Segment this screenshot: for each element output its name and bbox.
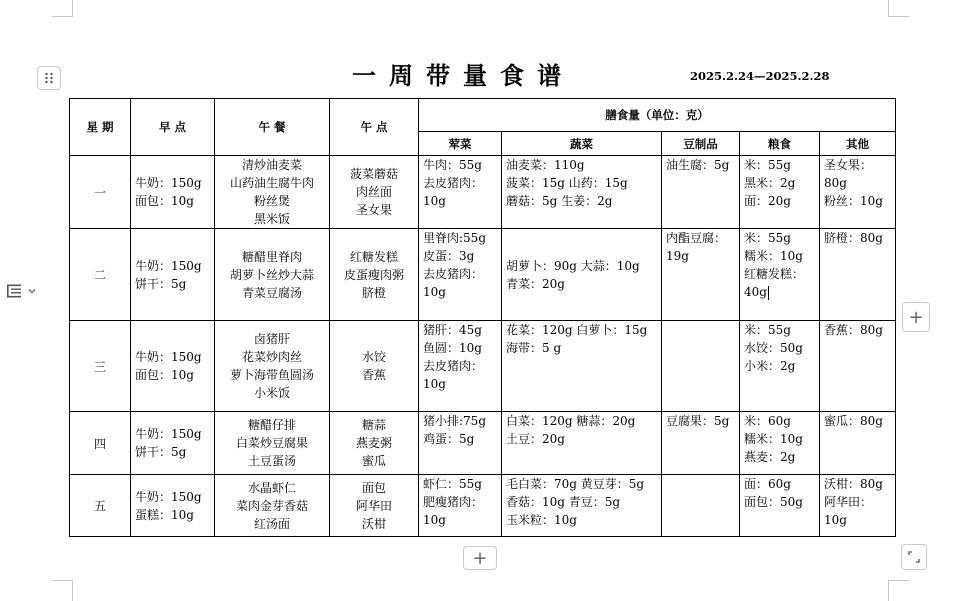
- meat-cell[interactable]: [419, 229, 502, 321]
- cell-line: 皮蛋：3g: [423, 249, 475, 263]
- cell-line: 红糖发糕：: [744, 267, 805, 281]
- soy-cell[interactable]: [662, 229, 740, 321]
- day-cell[interactable]: 一: [70, 156, 131, 229]
- cell-line: 土豆：20g: [506, 432, 565, 446]
- cell-line: 沃柑: [361, 516, 386, 531]
- breakfast-cell[interactable]: [131, 321, 215, 412]
- day-cell[interactable]: 二: [70, 229, 131, 321]
- cell-line: 菠菜：15g 山药：15g: [506, 176, 628, 190]
- table-row: [70, 475, 896, 537]
- resize-table-button[interactable]: [901, 544, 927, 570]
- header-other: 其他: [820, 132, 896, 156]
- header-grain: 粮食: [740, 132, 820, 156]
- cell-line: 黑米饭: [253, 212, 290, 226]
- cell-line: 饼干：5g: [135, 276, 187, 291]
- cell-line: 面：20g: [744, 194, 791, 208]
- veg-cell[interactable]: [502, 475, 662, 537]
- cell-line: 土豆蛋汤: [247, 454, 296, 468]
- cell-line: 糯米：10g: [744, 432, 803, 446]
- cell-line: 米：55g: [744, 231, 791, 245]
- cell-line: 糯米：10g: [744, 249, 803, 263]
- header-intake: 膳食量（单位：克）: [419, 99, 896, 132]
- cell-line: 花菜：120g 白萝卜：15g: [506, 323, 648, 337]
- cell-line: 猪肝：45g: [423, 323, 482, 337]
- cell-line: 阿华田: [355, 498, 392, 513]
- cell-line: 油生腐：5g: [666, 158, 730, 172]
- lunch-cell[interactable]: [215, 475, 330, 537]
- cell-line: 10g: [423, 285, 446, 299]
- lunch-cell[interactable]: [215, 321, 330, 412]
- chevron-down-icon: [26, 285, 38, 297]
- cell-line: 饼干：5g: [135, 445, 187, 459]
- plus-icon: +: [908, 306, 924, 328]
- cell-line: 粉丝：10g: [824, 194, 883, 208]
- meat-cell[interactable]: [419, 475, 502, 537]
- other-cell[interactable]: [820, 229, 896, 321]
- cell-line: 米：55g: [744, 323, 791, 337]
- cell-line: 小米：2g: [744, 359, 796, 373]
- cell-line: 海带：5 g: [506, 341, 562, 355]
- grain-cell[interactable]: [740, 475, 820, 537]
- plus-icon: +: [472, 547, 488, 569]
- page-title: 一周带量食谱: [352, 61, 574, 90]
- meat-cell[interactable]: [419, 321, 502, 412]
- cell-line: 胡萝卜丝炒大蒜: [229, 267, 314, 282]
- cell-line: 青菜：20g: [506, 276, 565, 291]
- cell-line: 牛奶：150g: [135, 427, 202, 441]
- table-row: [70, 412, 896, 475]
- table-row: [70, 321, 896, 412]
- veg-cell[interactable]: [502, 229, 662, 321]
- cell-line: 香蕉: [361, 368, 386, 382]
- table-row: [70, 229, 896, 321]
- page-corner-mark: [888, 0, 909, 17]
- breakfast-cell[interactable]: [131, 156, 215, 229]
- cell-line: 猪小排:75g: [423, 414, 486, 428]
- cell-line: 蜜瓜: [361, 454, 386, 468]
- lunch-cell[interactable]: [215, 156, 330, 229]
- other-cell[interactable]: [820, 321, 896, 412]
- snack-cell[interactable]: [330, 229, 419, 321]
- header-snack: 午 点: [330, 99, 419, 156]
- header-meat: 荤菜: [419, 132, 502, 156]
- paragraph-block-icon: [6, 283, 22, 299]
- grain-cell[interactable]: [740, 229, 820, 321]
- breakfast-cell[interactable]: [131, 412, 215, 475]
- cell-line: 10g: [423, 194, 446, 208]
- meat-cell[interactable]: [419, 156, 502, 229]
- cell-line: 虾仁：55g: [423, 477, 482, 491]
- cell-line: 卤猪肝: [253, 332, 290, 346]
- cell-line: 清炒油麦菜: [241, 158, 302, 172]
- grain-cell[interactable]: [740, 321, 820, 412]
- cell-line: 黑米：2g: [744, 176, 796, 190]
- header-lunch: 午 餐: [215, 99, 330, 156]
- snack-cell[interactable]: [330, 412, 419, 475]
- breakfast-cell[interactable]: [131, 229, 215, 321]
- cell-line: 里脊肉:55g: [423, 231, 486, 245]
- cell-line: 去皮猪肉：: [423, 359, 484, 373]
- grain-cell[interactable]: [740, 156, 820, 229]
- cell-line: 10g: [423, 513, 446, 527]
- other-cell[interactable]: [820, 156, 896, 229]
- cell-line: 水饺: [361, 350, 386, 364]
- cell-line: 糖醋里脊肉: [241, 249, 302, 264]
- cell-line: 蛋糕：10g: [135, 507, 194, 522]
- cell-line: 去皮猪肉：: [423, 267, 484, 281]
- soy-cell[interactable]: [662, 475, 740, 537]
- cell-line: 白菜炒豆腐果: [235, 436, 308, 450]
- snack-cell[interactable]: [330, 321, 419, 412]
- cell-line: 沃柑：80g: [824, 477, 883, 491]
- text-cursor: [768, 286, 769, 300]
- cell-line: 蘑菇：5g 生姜：2g: [506, 194, 613, 208]
- add-row-button[interactable]: [463, 546, 497, 570]
- veg-cell[interactable]: [502, 156, 662, 229]
- cell-line: 白菜：120g 糖蒜：20g: [506, 414, 636, 428]
- cell-line: 19g: [666, 249, 689, 263]
- cell-line: 糖蒜: [361, 418, 386, 432]
- snack-cell[interactable]: [330, 156, 419, 229]
- cell-line: 香菇：10g 青豆：5g: [506, 495, 621, 509]
- soy-cell[interactable]: [662, 412, 740, 475]
- cell-line: 油麦菜：110g: [506, 158, 585, 172]
- cell-line: 香蕉：80g: [824, 323, 883, 337]
- grain-cell[interactable]: [740, 412, 820, 475]
- header-day: 星 期: [70, 99, 131, 156]
- cell-line: 面包：10g: [135, 194, 194, 208]
- page-corner-mark: [52, 580, 73, 601]
- cell-line: 圣女果: [355, 203, 392, 217]
- cell-line: 10g: [423, 377, 446, 391]
- header-veg: 蔬菜: [502, 132, 662, 156]
- cell-line: 萝卜海带鱼圆汤: [229, 368, 314, 382]
- cell-line: 燕麦粥: [355, 436, 392, 450]
- day-cell[interactable]: 五: [70, 475, 131, 537]
- cell-line: 菜肉金芽香菇: [235, 498, 308, 513]
- cell-line: 面包：10g: [135, 368, 194, 382]
- cell-line: 内酯豆腐：: [666, 231, 727, 245]
- cell-line: 面包: [361, 480, 386, 495]
- soy-cell[interactable]: [662, 156, 740, 229]
- cell-line: 10g: [824, 513, 847, 527]
- cell-line: 肥瘦猪肉：: [423, 495, 484, 509]
- veg-cell[interactable]: [502, 321, 662, 412]
- date-range: 2025.2.24—2025.2.28: [690, 69, 830, 83]
- cell-line: 玉米粒：10g: [506, 513, 577, 527]
- cell-line: 花菜炒肉丝: [241, 350, 302, 364]
- cell-line: 牛奶：150g: [135, 489, 202, 504]
- cell-line: 去皮猪肉：: [423, 176, 484, 190]
- cell-line: 糖醋仔排: [247, 418, 296, 432]
- lunch-cell[interactable]: [215, 412, 330, 475]
- drag-handle-icon[interactable]: [37, 66, 61, 90]
- cell-line: 脐橙：80g: [824, 231, 883, 245]
- cell-line: 青菜豆腐汤: [241, 285, 302, 300]
- cell-line: 面包：50g: [744, 495, 803, 509]
- cell-line: 菠菜蘑菇: [349, 167, 398, 181]
- cell-line: 40g: [744, 285, 767, 299]
- cell-line: 牛奶：150g: [135, 258, 202, 273]
- resize-corner-icon: [908, 551, 920, 563]
- cell-line: 鸡蛋：5g: [423, 432, 475, 446]
- veg-cell[interactable]: [502, 412, 662, 475]
- day-cell[interactable]: 四: [70, 412, 131, 475]
- soy-cell[interactable]: [662, 321, 740, 412]
- day-cell[interactable]: 三: [70, 321, 131, 412]
- cell-line: 米：55g: [744, 158, 791, 172]
- cell-line: 阿华田：: [824, 495, 873, 509]
- cell-line: 圣女果：: [824, 158, 873, 172]
- meat-cell[interactable]: [419, 412, 502, 475]
- cell-line: 红汤面: [253, 516, 290, 531]
- page-corner-mark: [52, 0, 73, 17]
- cell-line: 皮蛋瘦肉粥: [343, 267, 404, 282]
- cell-line: 山药油生腐牛肉: [229, 176, 314, 190]
- snack-cell[interactable]: [330, 475, 419, 537]
- cell-line: 豆腐果：5g: [666, 414, 730, 428]
- add-column-button[interactable]: [902, 302, 930, 332]
- header-breakfast: 早 点: [131, 99, 215, 156]
- cell-line: 80g: [824, 176, 847, 190]
- weekly-menu-table: [69, 98, 896, 537]
- cell-line: 牛奶：150g: [135, 350, 202, 364]
- cell-line: 蜜瓜：80g: [824, 414, 883, 428]
- cell-line: 面：60g: [744, 477, 791, 491]
- table-row: [70, 156, 896, 229]
- block-menu-button[interactable]: [6, 279, 50, 303]
- cell-line: 水晶虾仁: [247, 480, 296, 495]
- cell-line: 毛白菜：70g 黄豆芽：5g: [506, 477, 645, 491]
- header-soy: 豆制品: [662, 132, 740, 156]
- page-corner-mark: [888, 580, 909, 601]
- cell-line: 牛肉：55g: [423, 158, 482, 172]
- cell-line: 红糖发糕: [349, 249, 398, 264]
- cell-line: 米：60g: [744, 414, 791, 428]
- breakfast-cell[interactable]: [131, 475, 215, 537]
- cell-line: 脐橙: [361, 285, 386, 300]
- cell-line: 燕麦：2g: [744, 450, 796, 464]
- cell-line: 鱼圆：10g: [423, 341, 482, 355]
- cell-line: 牛奶：150g: [135, 176, 202, 190]
- other-cell[interactable]: [820, 412, 896, 475]
- cell-line: 小米饭: [253, 386, 290, 400]
- cell-line: 胡萝卜：90g 大蒜：10g: [506, 258, 640, 273]
- cell-line: 粉丝煲: [253, 194, 290, 208]
- other-cell[interactable]: [820, 475, 896, 537]
- lunch-cell[interactable]: [215, 229, 330, 321]
- cell-line: 水饺：50g: [744, 341, 803, 355]
- cell-line: 肉丝面: [355, 185, 392, 199]
